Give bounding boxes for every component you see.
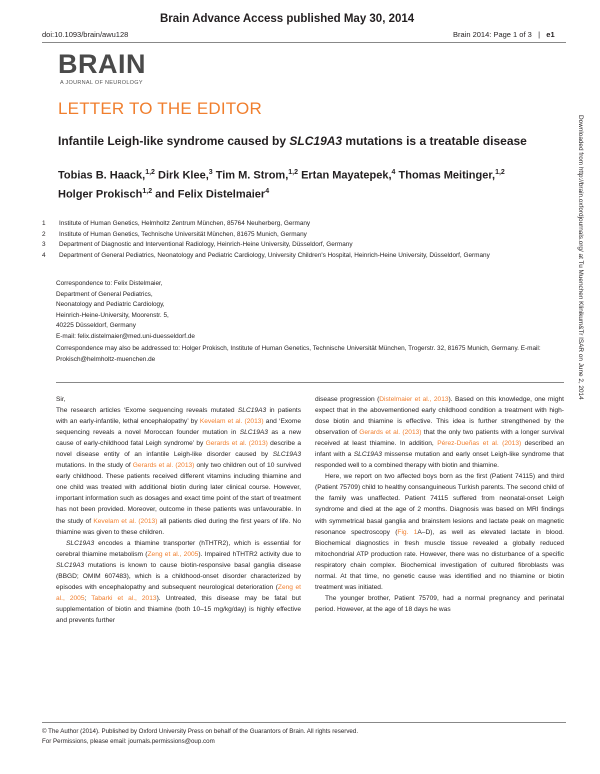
author-name: Tim M. Strom,	[215, 169, 289, 182]
body-text: mutations. In the study of	[56, 462, 133, 470]
copyright-notice: © The Author (2014). Published by Oxford University Press on behalf of the Guarantors of Brain. All rights reserved.	[42, 728, 359, 735]
body-paragraph	[315, 394, 564, 471]
author-name: Holger Prokisch	[58, 188, 143, 201]
title-gene: SLC19A3	[289, 134, 343, 148]
body-text: ;	[84, 594, 92, 602]
affiliation-text: Institute of Human Genetics, Helmholtz Zentrum München, 85764 Neuherberg, Germany	[59, 220, 311, 227]
download-watermark: Downloaded from http://brain.oxfordjournals.org/ at Tu Muenchen Klinikum&Tr ISAR on June 2, 2014	[577, 115, 584, 400]
header-rule	[42, 42, 566, 43]
body-text: A–D), as well as elevated lactate in blood. Biochemical diagnostics in fresh muscle tissue revealed a globally reduced mitochondrial ATP production rate. However, there was no disturbance of a specific respiratory chain complex. Biochemical investigation of cultured fibroblasts was normal. At that time, no genetic cause was identified and no thiamine or biotin treatment was initiated.	[315, 528, 564, 591]
author-affiliation-marker: 1,2	[495, 169, 505, 176]
doi[interactable]: doi:10.1093/brain/awu128	[42, 30, 129, 39]
affiliation-row	[42, 251, 562, 262]
advance-access-banner: Brain Advance Access published May 30, 2014	[160, 13, 415, 25]
body-text: as a new cause of early-childhood fatal Leigh syndrome’ by	[56, 429, 301, 448]
body-text: Sir,	[56, 396, 66, 403]
body-text: missense mutation and early onset Leigh-like syndrome that responded well to a combined therapy with biotin and thiamine.	[315, 451, 564, 470]
body-text: The research articles ‘Exome sequencing reveals mutated	[56, 407, 238, 415]
correspondence-line: Department of General Pediatrics,	[56, 290, 153, 298]
author-affiliation-marker: 1,2	[142, 187, 153, 195]
correspondence-line: 40225 Düsseldorf, Germany	[56, 322, 136, 329]
section-label: LETTER TO THE EDITOR	[58, 99, 262, 118]
affiliation-number: 4	[42, 251, 46, 259]
citation-link[interactable]: Kevelam et al. (2013)	[93, 517, 158, 525]
author-name: Thomas Meitinger,	[398, 169, 496, 182]
gene-name: SLC19A3	[237, 407, 267, 415]
journal-logo: BRAIN	[58, 49, 146, 79]
affiliation-text: Institute of Human Genetics, Technische Universität München, 81675 Munich, Germany	[59, 230, 307, 238]
author-name: and Felix Distelmaier	[155, 188, 266, 201]
journal-tagline: A JOURNAL OF NEUROLOGY	[60, 80, 143, 86]
body-paragraph	[315, 471, 564, 593]
correspondence-email[interactable]: E-mail: felix.distelmaier@med.uni-duesseldorf.de	[56, 332, 195, 340]
affiliation-row	[42, 240, 562, 251]
permissions-notice: For Permissions, please email: journals.permissions@oup.com	[42, 738, 215, 745]
author-name: Ertan Mayatepek,	[301, 169, 392, 182]
author-affiliation-marker: 3	[208, 169, 213, 176]
body-text: that the only two patients with a longer survival received at least thiamine. In addition,	[315, 429, 564, 448]
gene-name: SLC19A3	[272, 451, 301, 459]
body-text: and ‘Exome sequencing reveals a novel Moroccan founder mutation in	[56, 418, 301, 437]
citation-link[interactable]: Pérez-Dueñas et al. (2013)	[437, 440, 522, 448]
author-affiliation-marker: 4	[391, 169, 396, 176]
body-text: in patients with an early-infantile, lethal encephalopathy’ by	[56, 407, 301, 426]
gene-name: SLC19A3	[239, 429, 268, 437]
affiliation-number: 3	[42, 241, 46, 248]
citation-link[interactable]: Zeng et al., 2005	[56, 583, 301, 602]
footer-rule	[42, 722, 566, 723]
body-text: disease progression (	[315, 396, 380, 403]
article-id: e1	[546, 30, 555, 39]
citation-link[interactable]: Fig. 1	[397, 528, 418, 536]
body-text: ). Untreated, this disease may be fatal but supplementation of biotin and thiamine (both 10–15 mg/kg/day) is highly effective and prevents further	[56, 594, 301, 624]
body-paragraph	[315, 593, 564, 615]
body-text: described an infant with a	[315, 440, 564, 459]
body-text: ). Based on this knowledge, one might expect that in the abovementioned early childhood condition a treatment with high-dose biotin and thiamine is effective. This idea is further strengthened by the observation of	[315, 396, 565, 437]
body-column-right	[315, 394, 564, 615]
body-text: encodes a thiamine transporter (hTHTR2), which is essential for cerebral thiamine metabolism (	[56, 539, 301, 558]
author-affiliation-marker: 1,2	[288, 169, 298, 176]
citation-link[interactable]: Zeng et al., 2005	[147, 550, 199, 558]
article-title	[58, 133, 527, 149]
affiliation-number: 2	[42, 230, 46, 238]
body-text: describe a novel disease entity of an infantile Leigh-like disorder caused by	[56, 440, 301, 459]
affiliations	[42, 219, 562, 261]
gene-name: SLC19A3	[66, 539, 95, 547]
body-text: all patients died during the first years of life. No thiamine was given to these children.	[56, 517, 301, 536]
body-text: Here, we report on two affected boys born as the first (Patient 74115) and third (Patient 75709) child to healthy consanguineous Turkish parents. The second child of the family was unaffected. Patient 74115 suffered from neonatal-onset Leigh syndrome and died at the age of 2 months. Diagnosis was based on MRI findings with symmetrical basal ganglia and brainstem lesions and lactate peak on magnetic resonance spectroscopy (	[315, 473, 564, 536]
correspondence-heading: Correspondence to: Felix Distelmaier,	[56, 280, 163, 287]
title-part: Infantile Leigh-like syndrome caused by	[58, 134, 290, 148]
gene-name: SLC19A3	[56, 561, 85, 569]
author-name: Dirk Klee,	[158, 169, 209, 182]
affiliation-row	[42, 219, 562, 230]
body-paragraph	[56, 538, 301, 626]
correspondence-line: Heinrich-Heine-University, Moorenstr. 5,	[56, 311, 169, 319]
correspondence-block	[56, 279, 556, 342]
body-text: mutations is known to cause biotin-responsive basal ganglia disease (BBGD; OMIM 607483), which is a childhood-onset disorder characterized by episodes with encephalopathy and subsequent neurological deterioration (	[56, 561, 301, 591]
header-separator: |	[538, 30, 541, 39]
body-paragraph	[56, 405, 301, 538]
affiliation-number: 1	[42, 220, 46, 227]
affiliation-row	[42, 230, 562, 241]
author-affiliation-marker: 4	[265, 187, 270, 195]
body-text: ). Impaired hTHTR2 activity due to	[198, 550, 301, 558]
affiliation-text: Department of General Pediatrics, Neonatology and Pediatric Cardiology, University Children's Hospital, Heinrich-Heine University, Düsseldorf, Germany	[59, 251, 490, 259]
page-info	[453, 30, 555, 39]
title-part: mutations is a treatable disease	[342, 134, 527, 148]
correspondence-line: Neonatology and Pediatric Cardiology,	[56, 301, 165, 308]
author-list	[58, 165, 578, 202]
body-column-left	[56, 394, 301, 626]
citation-link[interactable]: Kevelam et al. (2013)	[199, 418, 264, 426]
body-paragraph	[56, 394, 301, 405]
page-range: Brain 2014: Page 1 of 3	[453, 30, 532, 39]
body-text: The younger brother, Patient 75709, had a normal pregnancy and perinatal period. However, at the age of 18 days he was	[315, 594, 564, 613]
alternate-correspondence: Correspondence may also be addressed to: Holger Prokisch, Institute of Human Genetics, Technische Universität München, Trogerstr. 32, 81675 Munich, Germany. E-mail: Prokisch@helmholtz-muenchen.de	[56, 345, 541, 363]
citation-link[interactable]: Gerards et al. (2013)	[359, 429, 422, 437]
author-affiliation-marker: 1,2	[145, 169, 155, 176]
citation-link[interactable]: Tabarki et al., 2013	[91, 594, 157, 602]
body-rule	[56, 382, 564, 383]
body-text: only two children out of 10 survived early childhood. These patients received different vitamins including thiamine and one child was treated with additional biotin during later clinical course. However, important information such as dosages and exact time point of the start of treatment has not been provided. Moreover, outcome in these patients was unfavourable. In the study of	[56, 462, 301, 525]
affiliation-text: Department of Diagnostic and Interventional Radiology, Heinrich-Heine University, Düsseldorf, Germany	[59, 241, 353, 248]
citation-link[interactable]: Gerards et al. (2013)	[132, 462, 195, 470]
citation-link[interactable]: Gerards et al. (2013)	[205, 440, 268, 448]
author-name: Tobias B. Haack,	[58, 169, 146, 182]
citation-link[interactable]: Distelmaier et al., 2013	[379, 396, 449, 403]
gene-name: SLC19A3	[353, 451, 382, 459]
